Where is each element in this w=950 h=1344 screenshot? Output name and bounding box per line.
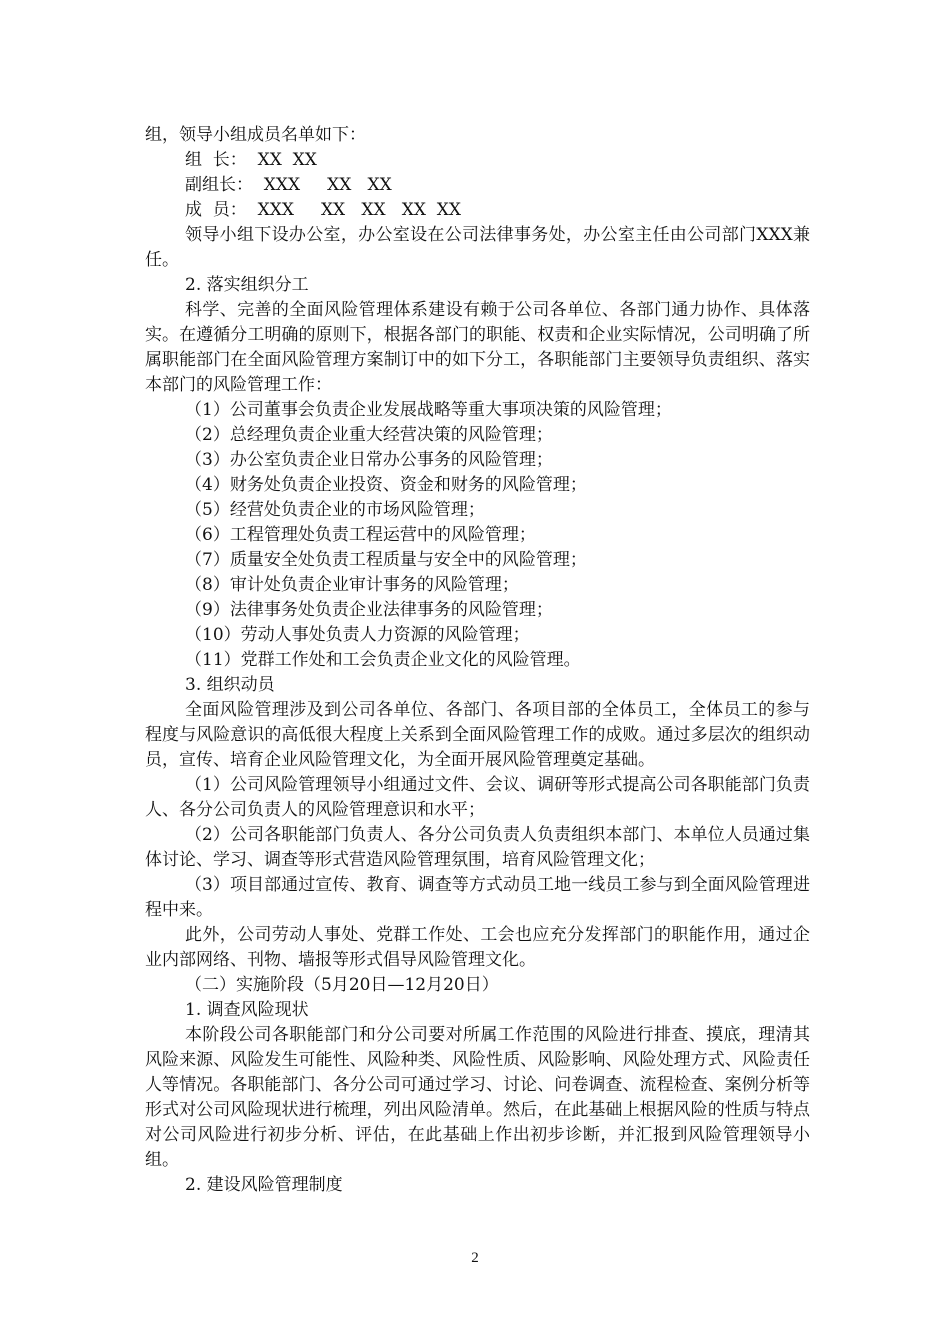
list-item: （4）财务处负责企业投资、资金和财务的风险管理； bbox=[185, 475, 587, 495]
list-item: （2）总经理负责企业重大经营决策的风险管理； bbox=[185, 425, 553, 445]
list-item: （1）公司董事会负责企业发展战略等重大事项决策的风险管理； bbox=[185, 400, 672, 420]
list-item: （10）劳动人事处负责人力资源的风险管理； bbox=[185, 625, 530, 645]
section-heading: 1. 调查风险现状 bbox=[185, 1000, 309, 1020]
leader-line: 组 长： XX XX bbox=[185, 150, 317, 170]
paragraph: 领导小组下设办公室，办公室设在公司法律事务处，办公室主任由公司部门XXX兼任。 bbox=[145, 225, 810, 270]
document-body bbox=[145, 123, 810, 1198]
paragraph: （3）项目部通过宣传、教育、调查等方式动员工地一线员工参与到全面风险管理进程中来。 bbox=[145, 875, 810, 920]
page-number: 2 bbox=[471, 1250, 479, 1266]
paragraph: 本阶段公司各职能部门和分公司要对所属工作范围的风险进行排查、摸底，理清其风险来源、风险发生可能性、风险种类、风险性质、风险影响、风险处理方式、风险责任人等情况。各职能部门、各分公司可通过学习、讨论、问卷调查、流程检查、案例分析等形式对公司风险现状进行梳理，列出风险清单。然后，在此基础上根据风险的性质与特点对公司风险进行初步分析、评估，在此基础上作出初步诊断，并汇报到风险管理领导小组。 bbox=[145, 1025, 810, 1170]
members-line: 成 员： XXX XX XX XX XX bbox=[185, 200, 461, 220]
section-heading: （二）实施阶段（5月20日—12月20日） bbox=[185, 975, 499, 995]
section-heading: 2. 建设风险管理制度 bbox=[185, 1175, 343, 1195]
list-item: （5）经营处负责企业的市场风险管理； bbox=[185, 500, 485, 520]
list-item: （6）工程管理处负责工程运营中的风险管理； bbox=[185, 525, 536, 545]
paragraph: 全面风险管理涉及到公司各单位、各部门、各项目部的全体员工，全体员工的参与程度与风险意识的高低很大程度上关系到全面风险管理工作的成败。通过多层次的组织动员，宣传、培育企业风险管理文化，为全面开展风险管理奠定基础。 bbox=[145, 700, 810, 770]
deputy-leader-line: 副组长： XXX XX XX bbox=[185, 175, 392, 195]
list-item: （7）质量安全处负责工程质量与安全中的风险管理； bbox=[185, 550, 587, 570]
paragraph: （1）公司风险管理领导小组通过文件、会议、调研等形式提高公司各职能部门负责人、各分公司负责人的风险管理意识和水平； bbox=[145, 775, 810, 820]
list-item: （9）法律事务处负责企业法律事务的风险管理； bbox=[185, 600, 553, 620]
paragraph: 此外，公司劳动人事处、党群工作处、工会也应充分发挥部门的职能作用，通过企业内部网络、刊物、墙报等形式倡导风险管理文化。 bbox=[145, 925, 810, 970]
list-item: （8）审计处负责企业审计事务的风险管理； bbox=[185, 575, 519, 595]
section-heading: 3. 组织动员 bbox=[185, 675, 275, 695]
list-item: （11）党群工作处和工会负责企业文化的风险管理。 bbox=[185, 650, 581, 670]
text-line: 组，领导小组成员名单如下： bbox=[145, 125, 366, 145]
paragraph: 科学、完善的全面风险管理体系建设有赖于公司各单位、各部门通力协作、具体落实。在遵循分工明确的原则下，根据各部门的职能、权责和企业实际情况，公司明确了所属职能部门在全面风险管理方案制订中的如下分工，各职能部门主要领导负责组织、落实本部门的风险管理工作： bbox=[145, 300, 810, 395]
paragraph: （2）公司各职能部门负责人、各分公司负责人负责组织本部门、本单位人员通过集体讨论、学习、调查等形式营造风险管理氛围，培育风险管理文化； bbox=[145, 825, 810, 870]
list-item: （3）办公室负责企业日常办公事务的风险管理； bbox=[185, 450, 553, 470]
section-heading: 2. 落实组织分工 bbox=[185, 275, 309, 295]
